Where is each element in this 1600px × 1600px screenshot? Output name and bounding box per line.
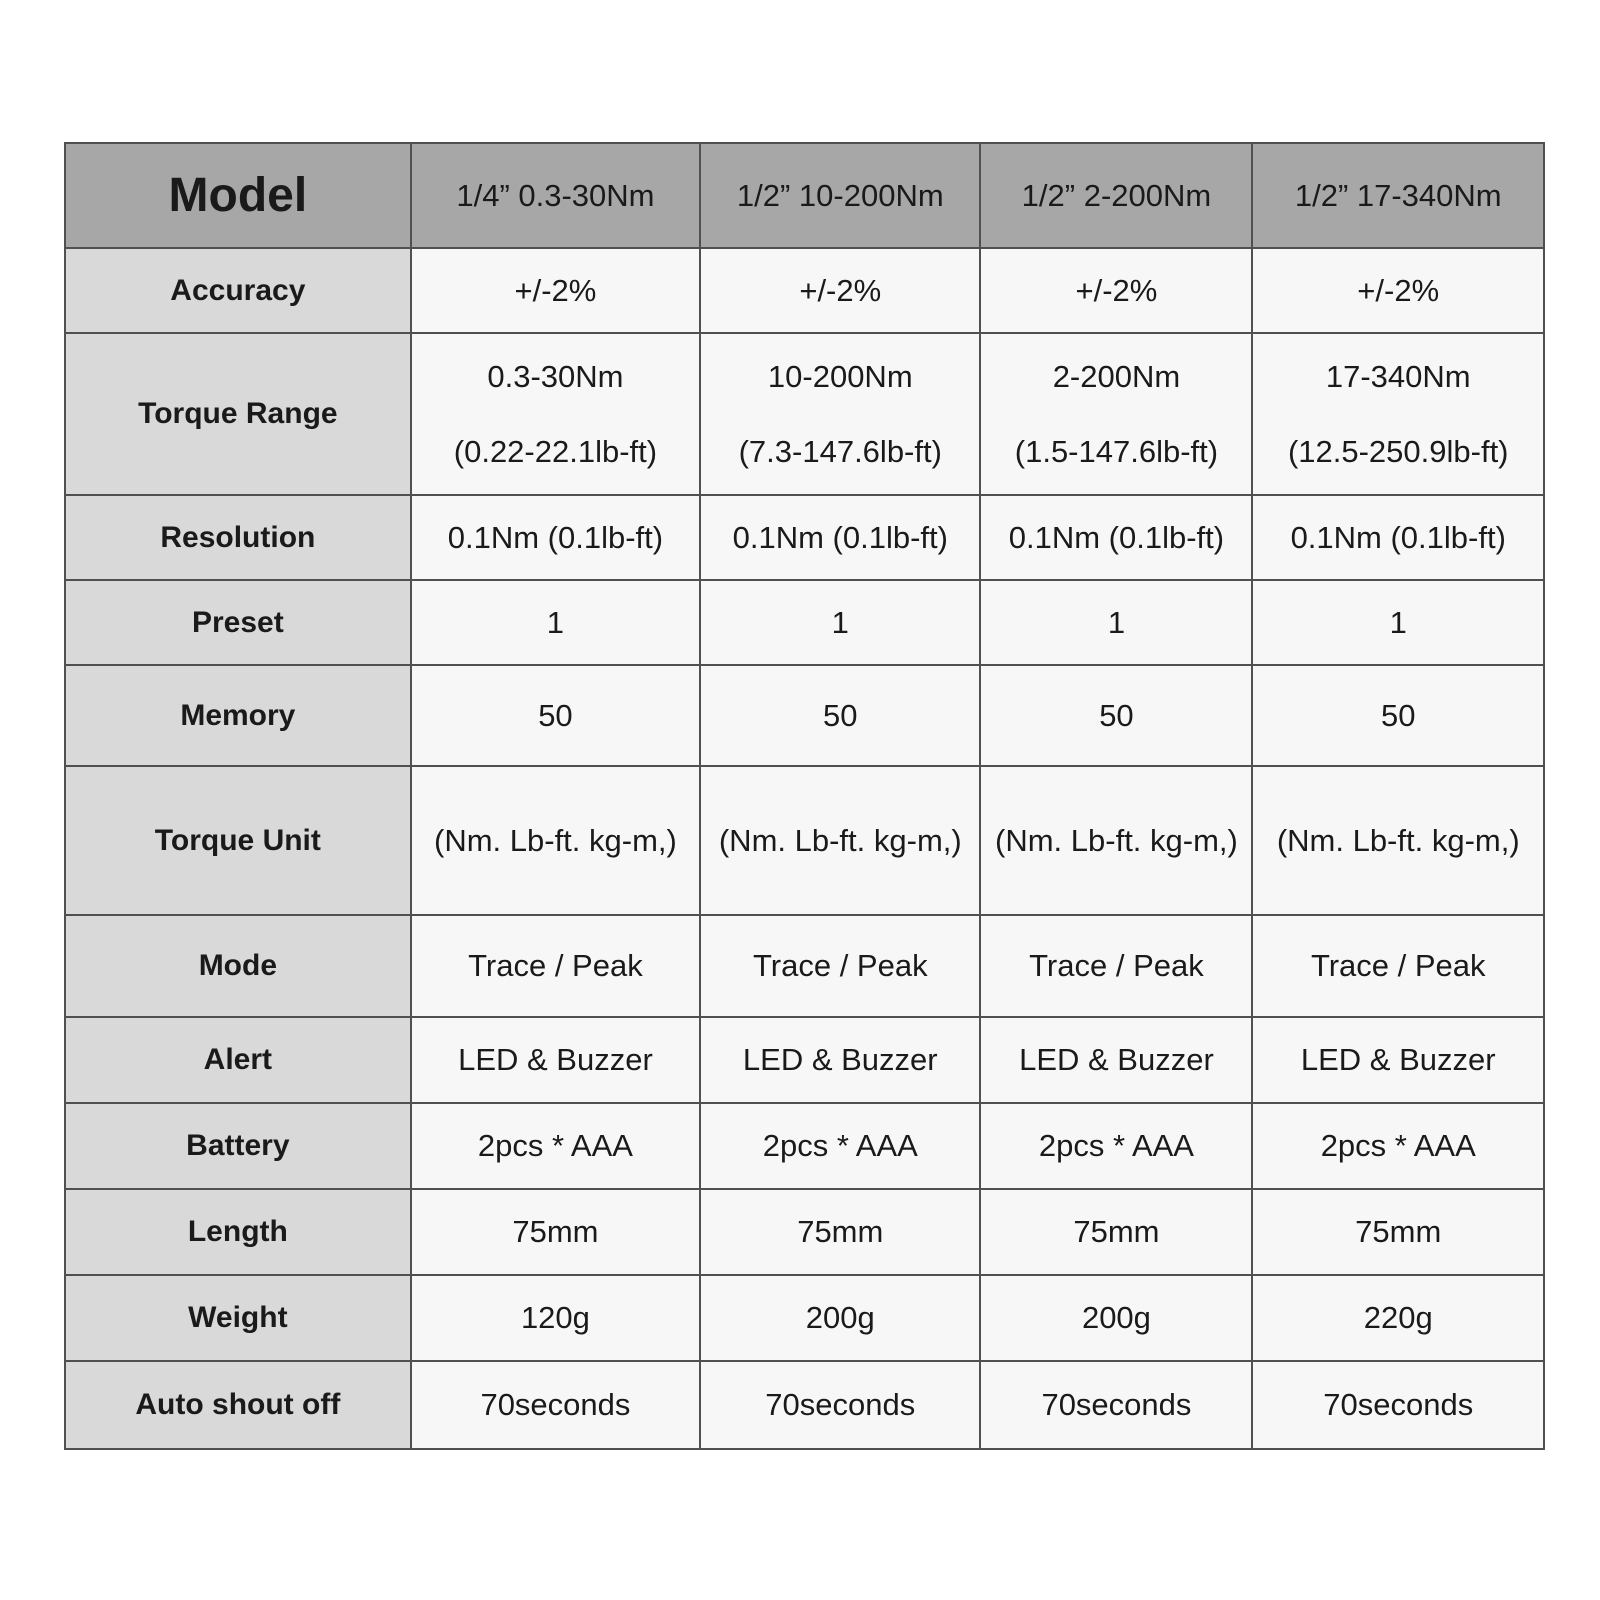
cell-auto-shout-off-3: 70seconds [980,1361,1252,1449]
row-alert [65,1017,1544,1103]
row-label-torque-range: Torque Range [65,333,411,495]
cell-auto-shout-off-1: 70seconds [411,1361,700,1449]
torque-range-nm: 2-200Nm [1052,359,1181,394]
model-header-label: Model [65,143,411,248]
row-label-mode: Mode [65,915,411,1017]
model-column-4: 1/2” 17-340Nm [1252,143,1544,248]
cell-alert-4: LED & Buzzer [1252,1017,1544,1103]
cell-memory-2: 50 [700,665,980,766]
cell-weight-3: 200g [980,1275,1252,1361]
model-column-2: 1/2” 10-200Nm [700,143,980,248]
torque-range-nm: 0.3-30Nm [487,359,624,394]
cell-preset-3: 1 [980,580,1252,665]
torque-range-lbft: (1.5-147.6lb-ft) [1014,434,1219,469]
row-label-alert: Alert [65,1017,411,1103]
cell-accuracy-3: +/-2% [980,248,1252,333]
header-row [65,143,1544,248]
row-mode [65,915,1544,1017]
row-label-resolution: Resolution [65,495,411,580]
model-column-3: 1/2” 2-200Nm [980,143,1252,248]
cell-battery-2: 2pcs * AAA [700,1103,980,1189]
row-preset [65,580,1544,665]
cell-length-2: 75mm [700,1189,980,1275]
spec-table [64,142,1545,1450]
row-accuracy [65,248,1544,333]
cell-battery-1: 2pcs * AAA [411,1103,700,1189]
cell-accuracy-1: +/-2% [411,248,700,333]
cell-torque-range-1 [411,333,700,495]
cell-weight-2: 200g [700,1275,980,1361]
cell-alert-3: LED & Buzzer [980,1017,1252,1103]
cell-alert-2: LED & Buzzer [700,1017,980,1103]
cell-torque-range-2 [700,333,980,495]
row-torque-range [65,333,1544,495]
cell-accuracy-2: +/-2% [700,248,980,333]
row-label-weight: Weight [65,1275,411,1361]
cell-preset-2: 1 [700,580,980,665]
cell-battery-3: 2pcs * AAA [980,1103,1252,1189]
cell-memory-1: 50 [411,665,700,766]
cell-length-3: 75mm [980,1189,1252,1275]
cell-alert-1: LED & Buzzer [411,1017,700,1103]
cell-mode-4: Trace / Peak [1252,915,1544,1017]
torque-range-nm: 17-340Nm [1325,359,1471,394]
cell-torque-unit-3: (Nm. Lb-ft. kg-m,) [980,766,1252,915]
cell-preset-4: 1 [1252,580,1544,665]
cell-length-4: 75mm [1252,1189,1544,1275]
cell-weight-4: 220g [1252,1275,1544,1361]
row-label-preset: Preset [65,580,411,665]
cell-resolution-1: 0.1Nm (0.1lb-ft) [411,495,700,580]
row-label-battery: Battery [65,1103,411,1189]
cell-mode-2: Trace / Peak [700,915,980,1017]
cell-memory-3: 50 [980,665,1252,766]
row-weight [65,1275,1544,1361]
cell-torque-unit-4: (Nm. Lb-ft. kg-m,) [1252,766,1544,915]
row-memory [65,665,1544,766]
cell-weight-1: 120g [411,1275,700,1361]
torque-range-nm: 10-200Nm [767,359,913,394]
cell-auto-shout-off-2: 70seconds [700,1361,980,1449]
torque-range-lbft: (12.5-250.9lb-ft) [1287,434,1509,469]
cell-accuracy-4: +/-2% [1252,248,1544,333]
cell-auto-shout-off-4: 70seconds [1252,1361,1544,1449]
cell-length-1: 75mm [411,1189,700,1275]
row-torque-unit [65,766,1544,915]
row-auto-shout-off [65,1361,1544,1449]
cell-torque-range-3 [980,333,1252,495]
cell-resolution-3: 0.1Nm (0.1lb-ft) [980,495,1252,580]
row-length [65,1189,1544,1275]
row-label-accuracy: Accuracy [65,248,411,333]
row-resolution [65,495,1544,580]
cell-resolution-2: 0.1Nm (0.1lb-ft) [700,495,980,580]
row-battery [65,1103,1544,1189]
cell-torque-unit-2: (Nm. Lb-ft. kg-m,) [700,766,980,915]
cell-battery-4: 2pcs * AAA [1252,1103,1544,1189]
cell-torque-range-4 [1252,333,1544,495]
torque-range-lbft: (7.3-147.6lb-ft) [738,434,942,469]
row-label-torque-unit: Torque Unit [65,766,411,915]
cell-memory-4: 50 [1252,665,1544,766]
cell-mode-3: Trace / Peak [980,915,1252,1017]
torque-range-lbft: (0.22-22.1lb-ft) [453,434,658,469]
row-label-length: Length [65,1189,411,1275]
cell-preset-1: 1 [411,580,700,665]
model-column-1: 1/4” 0.3-30Nm [411,143,700,248]
row-label-memory: Memory [65,665,411,766]
cell-resolution-4: 0.1Nm (0.1lb-ft) [1252,495,1544,580]
cell-torque-unit-1: (Nm. Lb-ft. kg-m,) [411,766,700,915]
cell-mode-1: Trace / Peak [411,915,700,1017]
row-label-auto-shout-off: Auto shout off [65,1361,411,1449]
